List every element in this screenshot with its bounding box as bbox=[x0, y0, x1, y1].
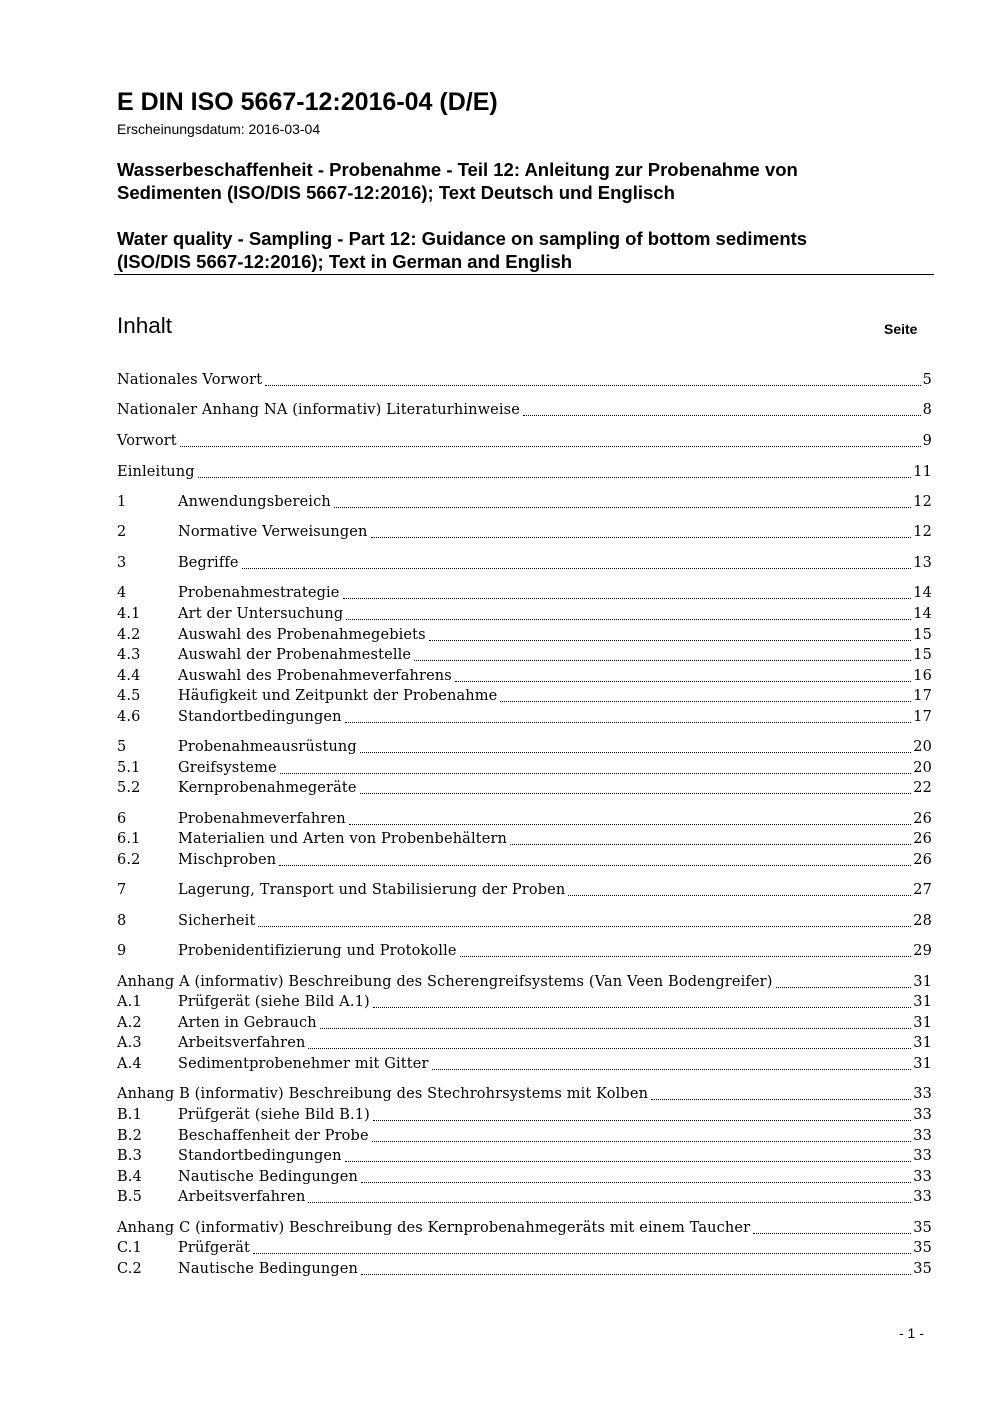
toc-dot-leader bbox=[360, 793, 912, 794]
toc-entry-title: Probenidentifizierung und Protokolle bbox=[178, 943, 457, 959]
toc-entry-title: Auswahl des Probenahmegebiets bbox=[178, 627, 426, 643]
toc-entry-number: B.2 bbox=[117, 1128, 142, 1144]
toc-entry[interactable] bbox=[117, 370, 932, 390]
toc-entry-title: Sedimentprobenehmer mit Gitter bbox=[178, 1056, 429, 1072]
toc-entry-page: 33 bbox=[913, 1148, 932, 1164]
toc-entry[interactable] bbox=[117, 809, 932, 829]
toc-dot-leader bbox=[308, 1202, 911, 1203]
toc-entry-number: B.1 bbox=[117, 1107, 142, 1123]
toc-dot-leader bbox=[361, 1274, 911, 1275]
toc-entry-title: Probenahmestrategie bbox=[178, 585, 340, 601]
toc-entry-page: 31 bbox=[913, 974, 932, 990]
toc-entry-title: Prüfgerät (siehe Bild A.1) bbox=[178, 994, 370, 1010]
toc-entry[interactable] bbox=[117, 462, 932, 482]
toc-dot-leader bbox=[776, 987, 912, 988]
toc-entry-title: Anhang C (informativ) Beschreibung des Kernprobenahmegeräts mit einem Taucher bbox=[117, 1220, 751, 1236]
toc-dot-leader bbox=[414, 660, 911, 661]
toc-entry-page: 33 bbox=[913, 1107, 932, 1123]
title-english-line-1: Water quality - Sampling - Part 12: Guidance on sampling of bottom sediments bbox=[117, 228, 808, 249]
toc-entry-title: Arten in Gebrauch bbox=[178, 1015, 317, 1031]
toc-entry-page: 29 bbox=[913, 943, 932, 959]
toc-dot-leader bbox=[280, 773, 912, 774]
toc-entry-number: 4.1 bbox=[117, 606, 141, 622]
toc-entry-number: A.2 bbox=[117, 1015, 142, 1031]
toc-entry-page: 33 bbox=[913, 1169, 932, 1185]
toc-heading: Inhalt bbox=[117, 313, 173, 338]
toc-entry-number: 8 bbox=[117, 913, 127, 929]
toc-entry-title: Häufigkeit und Zeitpunkt der Probenahme bbox=[178, 688, 498, 704]
toc-entry-number: 6 bbox=[117, 811, 127, 827]
toc-entry-title: Auswahl der Probenahmestelle bbox=[178, 647, 412, 663]
toc-entry-page: 33 bbox=[913, 1086, 932, 1102]
toc-entry-page: 35 bbox=[913, 1240, 932, 1256]
toc-entry-page: 26 bbox=[913, 811, 932, 827]
toc-entry[interactable] bbox=[117, 829, 932, 849]
title-german-line-1: Wasserbeschaffenheit - Probenahme - Teil 12: Anleitung zur Probenahme von bbox=[117, 159, 798, 180]
toc-entry[interactable] bbox=[117, 583, 932, 603]
toc-entry-number: 6.2 bbox=[117, 852, 141, 868]
toc-dot-leader bbox=[361, 1182, 911, 1183]
toc-entry-title: Anwendungsbereich bbox=[178, 494, 331, 510]
toc-entry-title: Normative Verweisungen bbox=[178, 524, 368, 540]
toc-entry[interactable] bbox=[117, 1033, 932, 1053]
toc-entry-page: 31 bbox=[913, 1035, 932, 1051]
toc-entry[interactable] bbox=[117, 850, 932, 870]
toc-entry-page: 13 bbox=[913, 555, 932, 571]
toc-dot-leader bbox=[349, 824, 912, 825]
document-title: E DIN ISO 5667-12:2016-04 (D/E) bbox=[117, 88, 498, 116]
toc-entry[interactable] bbox=[117, 1126, 932, 1146]
toc-entry[interactable] bbox=[117, 522, 932, 542]
toc-entry[interactable] bbox=[117, 1259, 932, 1279]
toc-entry-title: Einleitung bbox=[117, 464, 195, 480]
toc-entry[interactable] bbox=[117, 1167, 932, 1187]
toc-entry[interactable] bbox=[117, 972, 932, 992]
toc-entry[interactable] bbox=[117, 1054, 932, 1074]
toc-dot-leader bbox=[242, 568, 912, 569]
toc-entry-number: 5.2 bbox=[117, 780, 141, 796]
toc-dot-leader bbox=[510, 844, 911, 845]
toc-dot-leader bbox=[346, 619, 911, 620]
toc-entry-page: 20 bbox=[913, 739, 932, 755]
title-english-line-2: (ISO/DIS 5667-12:2016); Text in German and English bbox=[117, 251, 573, 272]
toc-entry[interactable] bbox=[117, 737, 932, 757]
toc-entry-page: 5 bbox=[922, 372, 932, 388]
toc-dot-leader bbox=[371, 537, 912, 538]
toc-entry-page: 17 bbox=[913, 709, 932, 725]
toc-entry-title: Beschaffenheit der Probe bbox=[178, 1128, 369, 1144]
toc-entry-number: 4.6 bbox=[117, 709, 141, 725]
toc-entry-number: 4.2 bbox=[117, 627, 141, 643]
toc-entry-title: Anhang A (informativ) Beschreibung des Scherengreifsystems (Van Veen Bodengreifer) bbox=[117, 974, 773, 990]
toc-page-column-label: Seite bbox=[884, 321, 918, 337]
toc-dot-leader bbox=[345, 1161, 912, 1162]
toc-entry-number: 4.5 bbox=[117, 688, 141, 704]
toc-entry[interactable] bbox=[117, 1187, 932, 1207]
toc-entry-title: Auswahl des Probenahmeverfahrens bbox=[178, 668, 452, 684]
toc-entry-number: A.1 bbox=[117, 994, 142, 1010]
toc-dot-leader bbox=[360, 752, 911, 753]
toc-entry[interactable] bbox=[117, 1084, 932, 1104]
toc-entry-title: Mischproben bbox=[178, 852, 277, 868]
toc-entry-page: 17 bbox=[913, 688, 932, 704]
toc-dot-leader bbox=[651, 1099, 911, 1100]
toc-dot-leader bbox=[373, 1007, 911, 1008]
toc-entry[interactable] bbox=[117, 431, 932, 451]
toc-entry-number: 1 bbox=[117, 494, 127, 510]
toc-entry[interactable] bbox=[117, 1146, 932, 1166]
toc-entry-title: Standortbedingungen bbox=[178, 1148, 342, 1164]
toc-entry-title: Probenahmeverfahren bbox=[178, 811, 346, 827]
toc-entry-page: 31 bbox=[913, 1015, 932, 1031]
toc-entry-title: Greifsysteme bbox=[178, 760, 277, 776]
toc-dot-leader bbox=[372, 1141, 912, 1142]
toc-entry-number: 4.3 bbox=[117, 647, 141, 663]
toc-entry-page: 22 bbox=[913, 780, 932, 796]
toc-entry-number: C.1 bbox=[117, 1240, 142, 1256]
toc-entry-title: Nautische Bedingungen bbox=[178, 1261, 359, 1277]
toc-entry-number: 5 bbox=[117, 739, 127, 755]
toc-dot-leader bbox=[523, 415, 921, 416]
toc-entry-title: Prüfgerät (siehe Bild B.1) bbox=[178, 1107, 370, 1123]
toc-dot-leader bbox=[455, 681, 911, 682]
toc-entry-title: Arbeitsverfahren bbox=[178, 1035, 306, 1051]
toc-dot-leader bbox=[460, 956, 912, 957]
toc-entry-page: 15 bbox=[913, 627, 932, 643]
toc-entry[interactable] bbox=[117, 686, 932, 706]
toc-entry[interactable] bbox=[117, 645, 932, 665]
toc-dot-leader bbox=[265, 385, 920, 386]
toc-entry-page: 14 bbox=[913, 606, 932, 622]
toc-entry-page: 33 bbox=[913, 1189, 932, 1205]
toc-entry-page: 14 bbox=[913, 585, 932, 601]
toc-entry-title: Anhang B (informativ) Beschreibung des Stechrohrsystems mit Kolben bbox=[117, 1086, 649, 1102]
toc-entry-number: 3 bbox=[117, 555, 127, 571]
toc-entry-page: 8 bbox=[922, 402, 932, 418]
page-number: - 1 - bbox=[899, 1325, 924, 1341]
toc-entry-page: 20 bbox=[913, 760, 932, 776]
toc-entry-page: 35 bbox=[913, 1220, 932, 1236]
toc-entry-title: Standortbedingungen bbox=[178, 709, 342, 725]
toc-entry-page: 31 bbox=[913, 1056, 932, 1072]
toc-dot-leader bbox=[568, 895, 911, 896]
toc-entry-number: 4 bbox=[117, 585, 127, 601]
toc-entry[interactable] bbox=[117, 1013, 932, 1033]
toc-dot-leader bbox=[343, 598, 912, 599]
toc-entry-number: 2 bbox=[117, 524, 127, 540]
toc-entry-page: 31 bbox=[913, 994, 932, 1010]
toc-entry-title: Probenahmeausrüstung bbox=[178, 739, 357, 755]
toc-entry-number: 6.1 bbox=[117, 831, 141, 847]
toc-entry[interactable] bbox=[117, 604, 932, 624]
toc-entry-page: 28 bbox=[913, 913, 932, 929]
toc-entry[interactable] bbox=[117, 1105, 932, 1125]
toc-entry-number: 5.1 bbox=[117, 760, 141, 776]
toc-entry[interactable] bbox=[117, 911, 932, 931]
toc-entry[interactable] bbox=[117, 1218, 932, 1238]
toc-entry-number: 7 bbox=[117, 882, 127, 898]
toc-dot-leader bbox=[373, 1120, 911, 1121]
toc-entry-number: 4.4 bbox=[117, 668, 141, 684]
toc-entry-page: 33 bbox=[913, 1128, 932, 1144]
toc-entry-page: 15 bbox=[913, 647, 932, 663]
toc-dot-leader bbox=[500, 701, 911, 702]
toc-dot-leader bbox=[198, 477, 912, 478]
toc-entry-page: 12 bbox=[913, 494, 932, 510]
toc-dot-leader bbox=[345, 722, 912, 723]
toc-dot-leader bbox=[432, 1069, 912, 1070]
toc-entry[interactable] bbox=[117, 758, 932, 778]
toc-entry-page: 16 bbox=[913, 668, 932, 684]
toc-dot-leader bbox=[334, 507, 911, 508]
toc-entry-title: Sicherheit bbox=[178, 913, 256, 929]
toc-entry-title: Nationales Vorwort bbox=[117, 372, 263, 388]
toc-entry-page: 11 bbox=[913, 464, 932, 480]
toc-entry[interactable] bbox=[117, 400, 932, 420]
toc-entry-number: 9 bbox=[117, 943, 127, 959]
toc-entry-title: Lagerung, Transport und Stabilisierung der Proben bbox=[178, 882, 566, 898]
toc-entry[interactable] bbox=[117, 666, 932, 686]
toc-dot-leader bbox=[253, 1253, 911, 1254]
toc-entry[interactable] bbox=[117, 941, 932, 961]
toc-entry-title: Nationaler Anhang NA (informativ) Literaturhinweise bbox=[117, 402, 521, 418]
toc-dot-leader bbox=[258, 926, 911, 927]
toc-entry[interactable] bbox=[117, 553, 932, 573]
toc-entry-page: 26 bbox=[913, 852, 932, 868]
toc-entry-number: A.4 bbox=[117, 1056, 142, 1072]
toc-dot-leader bbox=[180, 446, 921, 447]
toc-entry-page: 26 bbox=[913, 831, 932, 847]
toc-entry-number: B.5 bbox=[117, 1189, 142, 1205]
toc-entry-title: Art der Untersuchung bbox=[178, 606, 344, 622]
toc-entry-number: B.3 bbox=[117, 1148, 142, 1164]
toc-entry-title: Materialien und Arten von Probenbehältern bbox=[178, 831, 508, 847]
toc-entry-number: B.4 bbox=[117, 1169, 142, 1185]
toc-dot-leader bbox=[429, 640, 912, 641]
toc-entry[interactable] bbox=[117, 1238, 932, 1258]
toc-entry-title: Kernprobenahmegeräte bbox=[178, 780, 357, 796]
title-german-line-2: Sedimenten (ISO/DIS 5667-12:2016); Text Deutsch und Englisch bbox=[117, 182, 675, 203]
toc-entry-title: Begriffe bbox=[178, 555, 239, 571]
toc-entry[interactable] bbox=[117, 778, 932, 798]
publication-date: Erscheinungsdatum: 2016-03-04 bbox=[117, 121, 321, 137]
toc-entry[interactable] bbox=[117, 707, 932, 727]
toc-dot-leader bbox=[753, 1233, 911, 1234]
toc-entry[interactable] bbox=[117, 492, 932, 512]
toc-entry-number: C.2 bbox=[117, 1261, 142, 1277]
toc-entry-page: 9 bbox=[922, 433, 932, 449]
toc-entry[interactable] bbox=[117, 625, 932, 645]
toc-dot-leader bbox=[308, 1048, 911, 1049]
toc-dot-leader bbox=[279, 865, 911, 866]
toc-entry-page: 35 bbox=[913, 1261, 932, 1277]
toc-entry-title: Nautische Bedingungen bbox=[178, 1169, 359, 1185]
toc-entry-title: Arbeitsverfahren bbox=[178, 1189, 306, 1205]
toc-entry-title: Vorwort bbox=[117, 433, 177, 449]
toc-entry-number: A.3 bbox=[117, 1035, 142, 1051]
toc-entry-page: 27 bbox=[913, 882, 932, 898]
toc-entry[interactable] bbox=[117, 880, 932, 900]
toc-entry[interactable] bbox=[117, 992, 932, 1012]
toc-entry-page: 12 bbox=[913, 524, 932, 540]
toc-dot-leader bbox=[320, 1028, 912, 1029]
toc-entry-title: Prüfgerät bbox=[178, 1240, 251, 1256]
